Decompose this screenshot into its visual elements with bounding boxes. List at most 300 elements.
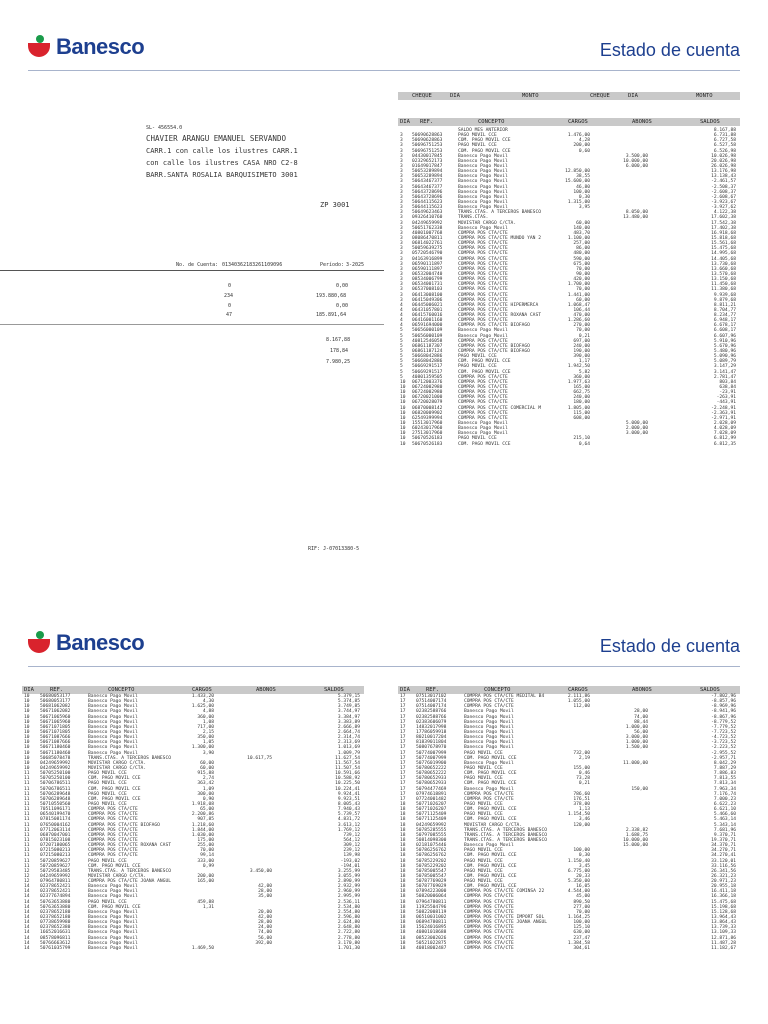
row-concepto: TRANS.CTAS. A TERCEROS BANESCO [88,755,171,761]
row-dia: 11 [24,837,30,843]
cheque-col: CHEQUE [412,93,432,99]
row-ref: 50786256762 [416,848,447,854]
row-saldos: 3.255,99 [337,868,360,874]
row-concepto: PAGO MOVIL CCE [464,801,503,807]
row-dia: 11 [24,801,30,807]
row-cargos: 717,00 [197,724,214,730]
row-cargos: 608,00 [573,415,590,421]
row-ref: 06590111897 [412,261,443,267]
row-ref: 02378652421 [40,884,71,890]
row-concepto: Banesco Pago Movil [458,184,508,190]
row-dia: 10 [24,704,30,710]
row-ref: 50787769029 [416,884,447,890]
row-cargos: 1.625,00 [191,704,214,710]
row-dia: 17 [400,714,406,720]
row-saldos: -2.971,91 [711,415,736,421]
row-concepto: Banesco Pago Movil [464,724,514,730]
row-saldos: 15.561,68 [711,241,736,247]
row-cargos: 100,00 [573,920,590,926]
row-concepto: COMPRA POS CTA/CTE COMINSA 22 [464,889,545,895]
client-address-3: BARR.SANTA ROSALIA BARQUISIMETO 3001 [146,171,298,179]
row-ref: 06537008103 [412,287,443,293]
row-dia: 10 [24,755,30,761]
row-concepto: Banesco Pago Movil [458,225,508,231]
row-concepto: MOVISTAR CARGO C/CTA. [88,873,147,879]
row-ref: 50671180460 [40,750,71,756]
row-concepto: PAGO MOVIL CCE [464,765,503,771]
row-ref: 06590111897 [412,266,443,272]
row-saldos: -3.923,67 [711,199,736,205]
row-ref: 50807678970 [416,745,447,751]
row-ref: 50671071805 [40,724,71,730]
row-cargos: 15.600,00 [565,179,590,185]
row-ref: 06591694000 [412,323,443,329]
row-ref: 07964780811 [416,899,447,905]
row-cargos: 390,00 [573,354,590,360]
row-ref: 07514007174 [416,699,447,705]
row-ref: 06870047001 [40,832,71,838]
row-cargos: 165,00 [573,385,590,391]
row-dia: 10 [24,714,30,720]
row-saldos: 26.026,98 [711,163,736,169]
row-cargos: 0,90 [202,796,214,802]
row-concepto: MOVISTAR CARGO C/CTA. [88,765,147,771]
row-ref: 50780652222 [416,765,447,771]
row-saldos: 13.730,68 [711,261,736,267]
row-dia: 5 [400,328,403,334]
row-ref: 50690628863 [412,138,443,144]
row-concepto: PAGO MOVIL CCE [458,143,497,149]
row-saldos: -8.857,96 [711,699,736,705]
row-ref: 50776019900 [416,760,447,766]
row-dia: 3 [400,225,403,231]
row-concepto: COMPRA POS CTA/CTE [458,338,508,344]
row-dia: 17 [400,771,406,777]
row-ref: 07712063114 [40,827,71,833]
row-dia: 18 [400,858,406,864]
row-dia: 18 [400,801,406,807]
col-concepto: CONCEPTO [484,687,511,693]
row-ref: 50720859627 [40,863,71,869]
row-cargos: 106,44 [573,307,590,313]
row-dia: 4 [400,318,403,324]
row-cargos: 420,00 [573,277,590,283]
row-cargos: 100,00 [573,848,590,854]
col-concepto: CONCEPTO [108,687,135,693]
row-concepto: COM. PAGO MOVIL CCE [464,817,517,823]
row-concepto: Banesco Pago Movil [88,724,138,730]
row-saldos: 3.744,97 [337,709,360,715]
transactions-table [398,128,740,447]
row-concepto: TRANS.CTAS. [458,215,489,221]
row-cargos: 3,45 [578,863,590,869]
row-concepto: COMPRA POS CTA/CTE [458,379,508,385]
row-cargos: 1.154,50 [567,812,590,818]
row-ref: 02378652380 [40,925,71,931]
row-cargos: 1.700,00 [567,282,590,288]
row-ref: 50643467377 [412,184,443,190]
row-ref: 06820009902 [412,410,443,416]
row-dia: 10 [400,390,406,396]
transactions-table-left [22,694,364,951]
row-concepto: Banesco Pago Movil [458,158,508,164]
row-saldos: 10.224,41 [335,786,360,792]
row-concepto: COMPRA POS CTA/CTE ROXANA CAST [458,313,541,319]
row-ref: 50651762338 [412,225,443,231]
row-dia: 11 [24,776,30,782]
row-concepto: COMPRA POS CTA/CTE [458,318,508,324]
row-ref: 40812546058 [412,338,443,344]
row-concepto: COMPRA POS CTA/CTE JOANA ANGUL [464,920,547,926]
row-saldos: 6.812,35 [713,441,736,447]
row-saldos: -8.867,96 [711,714,736,720]
summary-amount-4: 185.891,64 [316,312,347,318]
row-dia: 3 [400,205,403,211]
row-dia: 10 [400,405,406,411]
row-concepto: Banesco Pago Movil [88,945,138,951]
row-dia: 17 [400,729,406,735]
row-dia: 14 [24,894,30,900]
row-dia: 18 [400,812,406,818]
row-dia: 10 [24,740,30,746]
row-ref: 50671087666 [40,735,71,741]
row-cargos: 180,00 [573,400,590,406]
row-concepto: Banesco Pago Movil [88,699,138,705]
row-ref: 06415049306 [412,297,443,303]
row-concepto: PAGO MOVIL CCE [458,133,497,139]
row-saldos: 6.608,17 [713,328,736,334]
row-concepto: Banesco Pago Movil [88,729,138,735]
row-concepto: Banesco Pago Movil [88,694,138,699]
row-dia: 18 [400,940,406,946]
row-cargos: 2,19 [578,755,590,761]
row-ref: 15513017960 [412,421,443,427]
row-saldos: 19.370,71 [711,837,736,843]
row-saldos: 6.526,98 [713,148,736,154]
row-concepto: Banesco Pago Movil [458,421,508,427]
row-ref: 50671180460 [40,745,71,751]
row-ref: 07513017102 [416,694,447,699]
row-cargos: 1.315,00 [567,199,590,205]
row-cargos: 6.775,00 [567,868,590,874]
row-abonos: 5.000,00 [625,421,648,427]
row-cargos: 60,00 [576,220,590,226]
row-dia: 18 [400,889,406,895]
row-cargos: 0,21 [578,781,590,787]
row-cargos: 1.441,00 [567,292,590,298]
row-concepto: TRANS.CTAS. A TERCEROS BANESCO [458,210,541,216]
row-ref: 14832017998 [416,724,447,730]
row-cargos: 1.286,60 [567,318,590,324]
row-dia: 17 [400,724,406,730]
col-abonos: ABONOS [632,687,652,693]
row-saldos: 7.813,55 [713,776,736,782]
row-dia: 11 [24,848,30,854]
row-dia: 11 [24,858,30,864]
row-concepto: COM. PAGO MOVIL CCE [464,771,517,777]
row-cargos: 240,00 [573,395,590,401]
row-dia: 17 [400,776,406,782]
row-cargos: 675,00 [573,261,590,267]
row-dia: 3 [400,138,403,144]
row-saldos: 7.940,43 [337,807,360,813]
row-saldos: 5.343,14 [713,822,736,828]
row-saldos: 14.405,68 [711,256,736,262]
row-concepto: COMPRA POS CTA/CTE [88,827,138,833]
row-dia: 5 [400,359,403,365]
row-ref: 07215080213 [40,853,71,859]
row-concepto: Banesco Pago Movil [88,719,138,725]
row-dia: 18 [400,925,406,931]
row-cargos: 1.164,25 [567,915,590,921]
row-cargos: 300,00 [197,791,214,797]
row-cargos: 1.805,00 [567,405,590,411]
row-saldos: 13.864,43 [711,920,736,926]
cheque-monto-col: MONTO [522,93,539,99]
row-saldos: 11.450,68 [711,282,736,288]
row-saldos: 3.170,80 [337,940,360,946]
row-saldos: 803,84 [719,379,736,385]
col-dia: DIA [400,119,410,125]
row-saldos: 6.621,10 [713,807,736,813]
row-ref: 02382588766 [416,714,447,720]
row-cargos: 60,00 [200,765,214,771]
row-ref: 50785229202 [416,858,447,864]
row-dia: 3 [400,287,403,293]
row-ref: 02382588766 [416,709,447,715]
table-row [398,442,740,447]
row-cargos: 175,00 [197,837,214,843]
row-concepto: COM. PAGO MOVIL CCE [464,807,517,813]
row-saldos: 1.013,69 [337,745,360,751]
row-concepto: MOVISTAR CARGO C/CTA. [458,220,517,226]
row-abonos: 8.050,00 [625,210,648,216]
row-ref: 06415760016 [412,313,443,319]
row-saldos: 16.366,18 [711,894,736,900]
row-cargos: 1.476,00 [567,133,590,139]
banesco-logo [28,630,144,656]
row-concepto: COMPRA POS CTA/CTE HIPERMERCA [458,302,539,308]
row-saldos: 5.466,60 [713,812,736,818]
row-saldos: 2.890,99 [337,879,360,885]
row-cargos: 1,17 [578,359,590,365]
row-cargos: 1,13 [578,807,590,813]
row-dia: 5 [400,369,403,375]
row-concepto: PAGO MOVIL CCE [88,801,127,807]
row-ref: 50685078478 [40,755,71,761]
row-dia: 18 [400,904,406,910]
row-dia: 10 [24,699,30,705]
row-concepto: Banesco Pago Movil [464,729,514,735]
row-cargos: 190,00 [573,349,590,355]
client-zip: ZP 3001 [320,201,350,209]
row-concepto: COMPRA POS CTA/CTE BIOFAGO [458,349,530,355]
row-ref: 50668042886 [412,359,443,365]
row-ref: 07514007174 [416,704,447,710]
row-ref: 50814098300 [416,837,447,843]
row-dia: 18 [400,832,406,838]
row-ref: 50670526183 [412,441,443,447]
row-concepto: Banesco Pago Movil [464,740,514,746]
row-cargos: 240,00 [573,343,590,349]
row-saldos: -2.508,37 [711,184,736,190]
row-ref: 50720859627 [40,858,71,864]
row-ref: 50705250100 [40,771,71,777]
row-cargos: 60,00 [576,297,590,303]
row-concepto: COMPRA POS CTA/CTE [88,837,138,843]
row-abonos: 42,00 [258,884,272,890]
row-cargos: 99,14 [200,853,214,859]
row-ref: 06532004740 [412,271,443,277]
row-ref: 50671087666 [40,740,71,746]
row-ref: 50771026207 [416,807,447,813]
row-cargos: 1,08 [202,719,214,725]
row-concepto: COMPRA POS CTA/CTE [464,904,514,910]
row-saldos: 6.527,58 [713,143,736,149]
row-concepto: COMPRA POS CTA/CTE MUNDO YAN 2 [458,235,541,241]
banesco-logo [28,34,144,60]
row-cargos: 165,00 [197,879,214,885]
row-dia: 18 [400,827,406,833]
row-concepto: COMPRA POS CTA/CTE [88,812,138,818]
row-concepto: COM. PAGO MOVIL CCE [464,755,517,761]
row-saldos: 3.749,85 [337,704,360,710]
row-concepto: COMPRA POS CTA/CTE [458,287,508,293]
row-cargos: 255,00 [197,843,214,849]
row-saldos: -2.461,57 [711,179,736,185]
row-cargos: 1,09 [202,786,214,792]
row-concepto: Banesco Pago Movil [88,750,138,756]
row-concepto: COMPRA POS CTA/CTE [464,945,514,951]
row-dia: 17 [400,765,406,771]
row-abonos: 3.450,00 [249,868,272,874]
row-saldos: 638,84 [719,385,736,391]
row-ref: 50696751253 [412,148,443,154]
row-saldos: 9.923,51 [337,796,360,802]
row-ref: 60243017960 [412,426,443,432]
row-abonos: 150,00 [631,786,648,792]
row-dia: 11 [24,771,30,777]
row-concepto: Banesco Pago Movil [88,935,138,941]
row-concepto: COM. PAGO MOVIL CCE [88,776,141,782]
row-saldos: 9.370,71 [713,832,736,838]
row-dia: 18 [400,837,406,843]
row-concepto: PAGO MOVIL CCE [458,354,497,360]
row-saldos: 2.313,69 [337,740,360,746]
row-saldos: 4.122,38 [713,210,736,216]
row-saldos: -263,91 [716,395,736,401]
row-dia: 17 [400,791,406,797]
row-dia: 10 [400,379,406,385]
col-saldos: SALDOS [324,687,344,693]
row-saldos: 8.005,43 [337,801,360,807]
row-dia: 14 [24,899,30,905]
row-ref: 50653289894 [412,174,443,180]
row-dia: 11 [24,791,30,797]
row-cargos: 70,00 [576,328,590,334]
row-concepto: Banesco Pago Movil [88,915,138,921]
row-saldos: 7.887,29 [713,765,736,771]
row-cargos: 915,88 [197,771,214,777]
row-dia: 3 [400,199,403,205]
row-saldos: 2.666,89 [337,724,360,730]
row-ref: 62549399994 [412,415,443,421]
row-ref: 50643728696 [412,189,443,195]
row-concepto: PAGO MOVIL CCE [464,776,503,782]
row-saldos: -7.723,52 [711,729,736,735]
row-saldos: 16.918,68 [711,230,736,236]
row-cargos: 483,70 [573,230,590,236]
row-cargos: 1.844,00 [191,827,214,833]
row-dia: 14 [24,935,30,941]
row-concepto: PAGO MOVIL CCE [88,858,127,864]
row-dia: 18 [400,909,406,915]
row-cargos: 2,15 [202,729,214,735]
row-dia: 18 [400,915,406,921]
row-ref: 50763653880 [40,904,71,910]
row-dia: 3 [400,153,403,159]
col-dia: DIA [24,687,34,693]
row-dia: 10 [24,735,30,741]
row-saldos: 11.627,54 [335,755,360,761]
row-dia: 11 [24,827,30,833]
row-dia: 4 [400,302,403,308]
row-concepto: COMPRA POS CTA/CTE [458,292,508,298]
row-dia: 3 [400,230,403,236]
row-ref: 50696751253 [412,143,443,149]
row-saldos: 309,12 [343,843,360,849]
row-abonos: 20,00 [258,909,272,915]
row-saldos: 11.567,54 [335,760,360,766]
row-saldos: 10.588,92 [335,776,360,782]
row-saldos: -193,02 [340,858,360,864]
row-cargos: 3,95 [578,205,590,211]
row-concepto: Banesco Pago Movil [88,714,138,720]
row-dia: 3 [400,143,403,149]
row-ref: 07894223000 [416,889,447,895]
row-dia: 3 [400,210,403,216]
row-ref: 04249659992 [412,220,443,226]
row-saldos: 2.932,99 [337,884,360,890]
row-concepto: Banesco Pago Movil [464,735,514,741]
row-abonos: 28,00 [258,889,272,895]
row-concepto: PAGO MOVIL CCE [88,791,127,797]
row-cargos: 0,21 [578,333,590,339]
row-dia: 3 [400,215,403,221]
row-saldos: -8.941,96 [711,709,736,715]
row-dia: 11 [24,817,30,823]
row-concepto: Banesco Pago Movil [88,909,138,915]
row-saldos: 13.964,43 [711,915,736,921]
row-saldos: 1.009,79 [337,750,360,756]
row-dia: 10 [400,395,406,401]
row-dia: 14 [24,904,30,910]
row-ref: 50785005547 [416,873,447,879]
row-ref: 02181075446 [416,843,447,849]
client-address-2: con calle los ilustres CASA NRO C2-8 [146,159,298,167]
row-ref: 06724002980 [412,385,443,391]
row-saldos: -7.802,96 [711,694,736,699]
row-dia: 3 [400,282,403,288]
row-saldos: 6.731,88 [713,133,736,139]
row-dia: 3 [400,133,403,139]
account-divider [0,270,384,271]
row-concepto: PAGO MOVIL CCE [88,781,127,787]
row-saldos: 2.995,99 [337,894,360,900]
row-ref: 50787769029 [416,879,447,885]
row-concepto: COMPRA POS CTA/CTE [458,374,508,380]
row-concepto: COMPRA POS CTA/CTE [464,894,514,900]
